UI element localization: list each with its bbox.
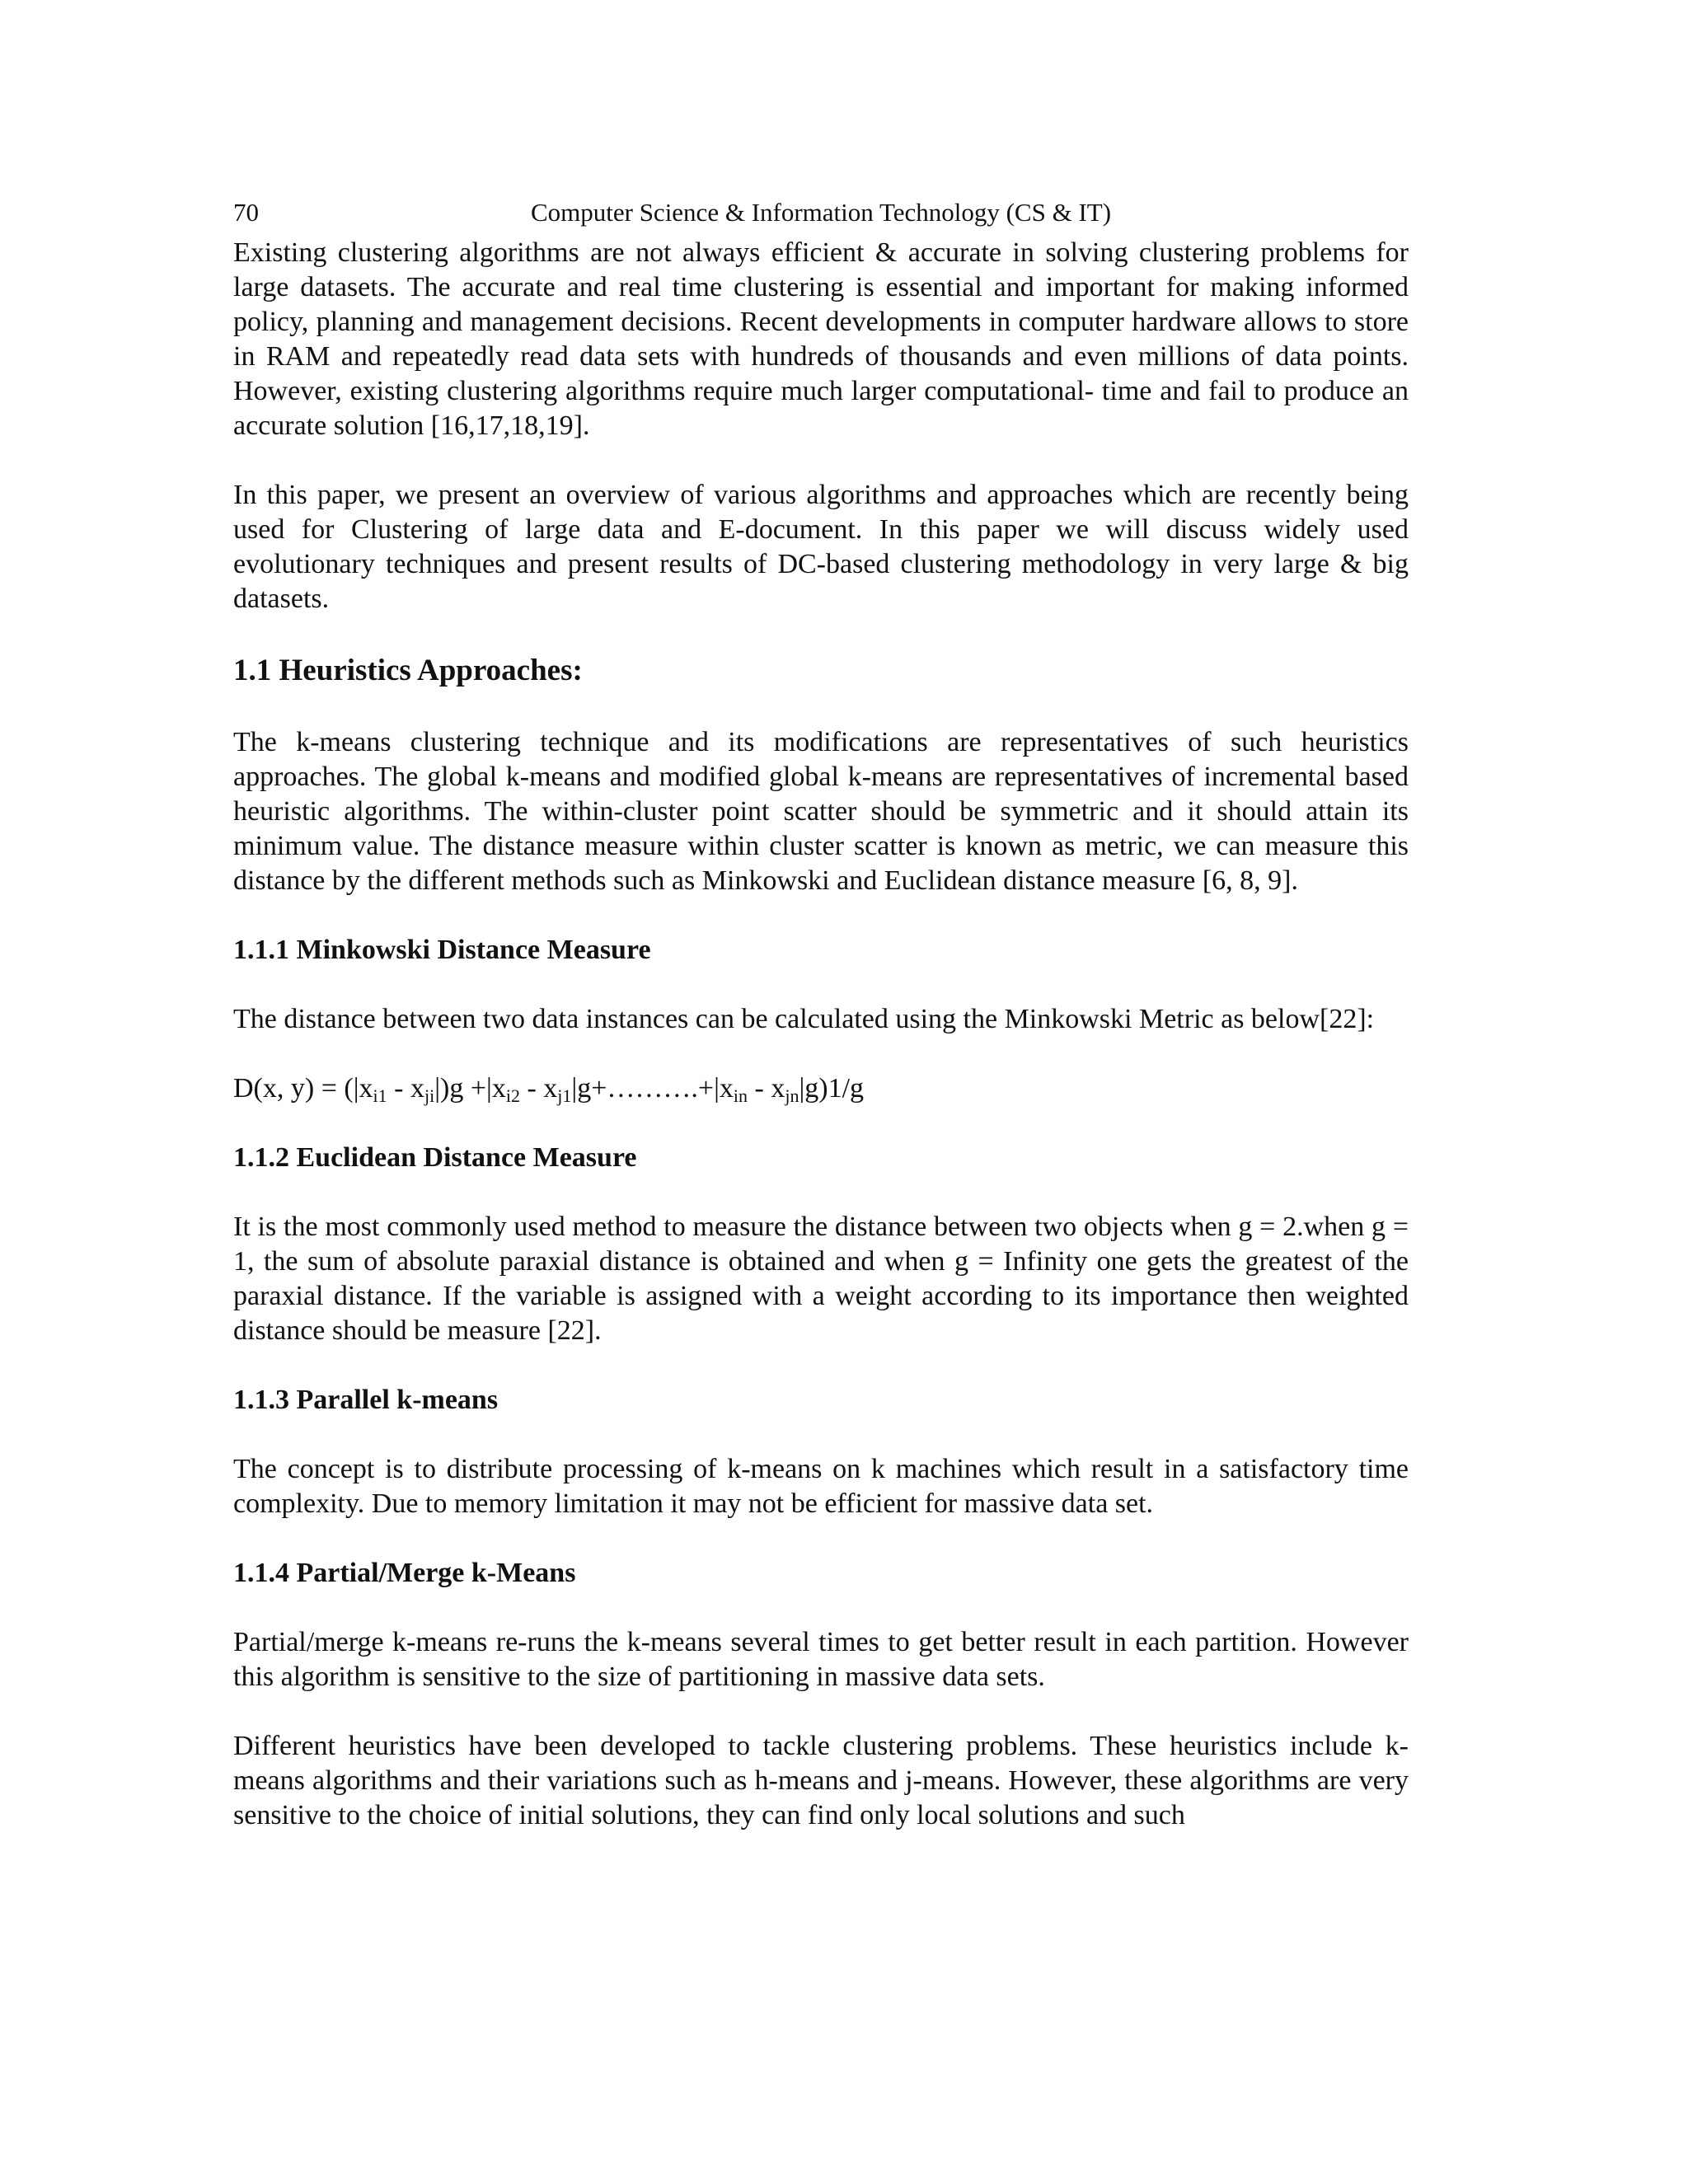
section-heading-1-1-3: 1.1.3 Parallel k-means bbox=[233, 1385, 499, 1415]
minkowski-paragraph: The distance between two data instances can be calculated using the Minkowski Metric as below[22]: bbox=[233, 1004, 1375, 1034]
heuristics-closing-paragraph: Different heuristics have been developed to tackle clustering problems. These heuristics include k-means algorithms and their variations such as h-means and j-means. However, these algorithms are very sensitive to the choice of initial solutions, they can find only local solutions and such bbox=[233, 1731, 1409, 1830]
formula-part: - x bbox=[519, 1073, 558, 1104]
section-heading-1-1: 1.1 Heuristics Approaches: bbox=[233, 654, 583, 687]
formula-part: |g)1/g bbox=[799, 1073, 865, 1104]
section-heading-1-1-4: 1.1.4 Partial/Merge k-Means bbox=[233, 1558, 576, 1588]
formula-subscript: jn bbox=[785, 1085, 799, 1106]
formula-part: |)g +|x bbox=[434, 1073, 506, 1104]
heuristics-paragraph: The k-means clustering technique and its modifications are representatives of such heuristics approaches. The global k-means and modified global k-means are representatives of incremental based heuristic algorithms. The within-cluster point scatter should be symmetric and it should attain its minimum value. The distance measure within cluster scatter is known as metric, we can measure this distance by the different methods such as Minkowski and Euclidean distance measure [6, 8, 9]. bbox=[233, 727, 1409, 896]
formula-subscript: in bbox=[733, 1085, 748, 1106]
intro-paragraph-1: Existing clustering algorithms are not always efficient & accurate in solving clustering problems for large datasets. The accurate and real time clustering is essential and important for making informed policy, planning and management decisions. Recent developments in computer hardware allows to store in RAM and repeatedly read data sets with hundreds of thousands and even millions of data points. However, existing clustering algorithms require much larger computational- time and fail to produce an accurate solution [16,17,18,19]. bbox=[233, 237, 1409, 441]
page-number: 70 bbox=[233, 198, 259, 227]
formula-subscript: i1 bbox=[373, 1085, 387, 1106]
section-heading-1-1-1: 1.1.1 Minkowski Distance Measure bbox=[233, 935, 651, 965]
running-header bbox=[233, 196, 1409, 229]
paper-page bbox=[233, 196, 1409, 1833]
journal-title: Computer Science & Information Technology (CS & IT) bbox=[530, 198, 1112, 227]
formula-part: D(x, y) = (|x bbox=[233, 1073, 373, 1104]
formula-subscript: j1 bbox=[557, 1085, 572, 1106]
partial-merge-paragraph: Partial/merge k-means re-runs the k-means several times to get better result in each partition. However this algorithm is sensitive to the size of partitioning in massive data sets. bbox=[233, 1627, 1409, 1692]
euclidean-paragraph: It is the most commonly used method to measure the distance between two objects when g = 2.when g = 1, the sum of absolute paraxial distance is obtained and when g = Infinity one gets the greatest of the paraxial distance. If the variable is assigned with a weight according to its importance then weighted distance should be measure [22]. bbox=[233, 1212, 1409, 1346]
minkowski-formula bbox=[233, 1071, 1409, 1106]
section-heading-1-1-2: 1.1.2 Euclidean Distance Measure bbox=[233, 1142, 637, 1173]
formula-part: - x bbox=[748, 1073, 785, 1104]
intro-paragraph-2: In this paper, we present an overview of various algorithms and approaches which are recently being used for Clustering of large data and E-document. In this paper we will discuss widely used evolutionary techniques and present results of DC-based clustering methodology in very large & big datasets. bbox=[233, 480, 1409, 614]
formula-part: - x bbox=[387, 1073, 424, 1104]
formula-subscript: i2 bbox=[505, 1085, 520, 1106]
formula-subscript: ji bbox=[424, 1085, 435, 1106]
parallel-kmeans-paragraph: The concept is to distribute processing of k-means on k machines which result in a satisfactory time complexity. Due to memory limitation it may not be efficient for massive data set. bbox=[233, 1454, 1409, 1519]
formula-part: |g+……….+|x bbox=[571, 1073, 734, 1104]
